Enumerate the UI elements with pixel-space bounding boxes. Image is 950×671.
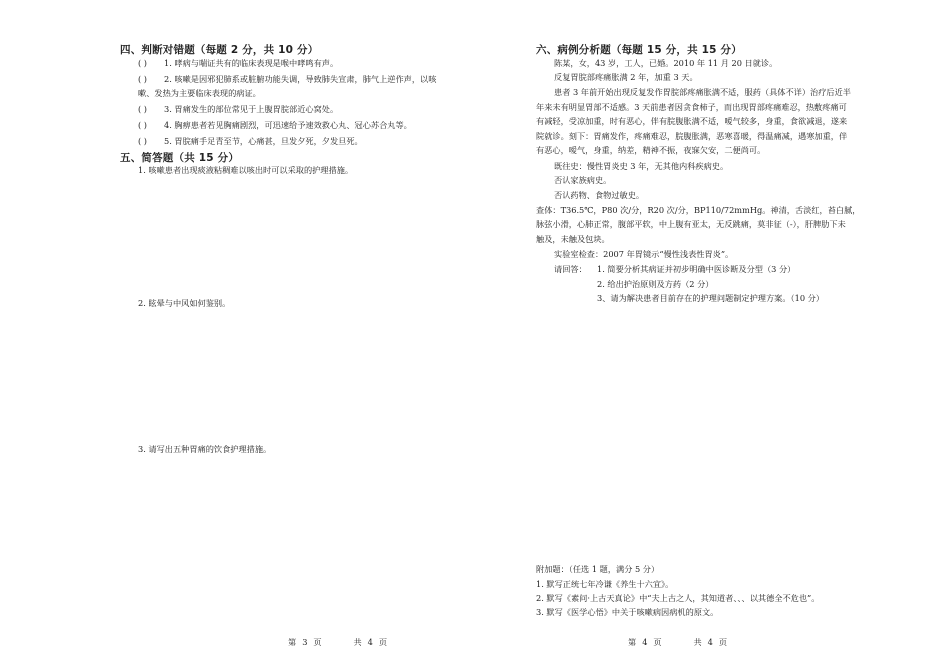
answer-blank[interactable]: ( ) (138, 74, 147, 84)
tf-item-1 (138, 58, 338, 69)
answer-blank[interactable]: ( ) (138, 58, 147, 68)
tf-item-2-cont (138, 88, 261, 99)
case-line: 患者 3 年前开始出现反复发作胃脘部疼痛胀满不适，服药（具体不详）治疗后近半 (554, 87, 851, 97)
case-line: 有恶心，嗳气，身重，纳差，精神不振，夜寐欠安，二便尚可。 (536, 145, 766, 155)
tf-item-text: 3. 胃痛发生的部位常见于上腹胃脘部近心窝处。 (164, 104, 339, 114)
case-line: 年来未有明显胃部不适感。3 天前患者因贪食柿子，而出现胃部疼痛难忍，热敷疼痛可 (536, 102, 847, 112)
case-line: 既往史：慢性胃炎史 3 年，无其他内科疾病史。 (554, 161, 729, 171)
case-line: 否认家族病史。 (554, 175, 612, 185)
case-line: 否认药物、食物过敏史。 (554, 190, 645, 200)
tf-item-text: 嗽、发热为主要临床表现的病证。 (138, 88, 261, 98)
page-4 (475, 0, 950, 671)
page-footer: 第 3 页 共 4 页 (288, 637, 388, 647)
short-answer-q1: 1. 咳嗽患者出现痰液粘稠难以咳出时可以采取的护理措施。 (138, 165, 354, 175)
section-6-title: 六、病例分析题（每题 15 分，共 15 分） (536, 44, 742, 56)
tf-item-text: 4. 胸痹患者若见胸痛剧烈，可迅速给予速效救心丸、冠心苏合丸等。 (164, 120, 412, 130)
bonus-item: 3. 默写《医学心悟》中关于咳嗽病因病机的原文。 (536, 607, 719, 617)
ask-item: 2. 给出护治原则及方药（2 分） (597, 279, 714, 289)
case-line: 查体：T36.5℃，P80 次/分，R20 次/分，BP110/72mmHg。神清，舌淡红，苔白腻， (536, 205, 861, 215)
bonus-item: 1. 默写正统七年冷谦《养生十六宜》。 (536, 579, 674, 589)
case-line: 反复胃脘部疼痛胀满 2 年，加重 3 天。 (554, 72, 698, 82)
case-line: 有减轻，受凉加重，时有恶心，伴有脘腹胀满不适，嗳气较多，身重，食欲减退，遂来 (536, 116, 848, 126)
page-footer: 第 4 页 共 4 页 (628, 637, 728, 647)
ask-item: 3、请为解决患者目前存在的护理问题制定护理方案。（10 分） (597, 293, 825, 303)
tf-item-2 (138, 74, 436, 85)
short-answer-q2: 2. 眩晕与中风如何鉴别。 (138, 298, 231, 308)
section-5-title: 五、简答题（共 15 分） (120, 152, 240, 164)
tf-item-3 (138, 104, 338, 115)
case-line: 脉弦小滑，心肺正常，腹部平软，中上腹有亚太，无反跳痛，莫非征（-），肝脾肋下未 (536, 219, 846, 229)
answer-blank[interactable]: ( ) (138, 136, 147, 146)
tf-item-text: 1. 哮病与喘证共有的临床表现是喉中哮鸣有声。 (164, 58, 339, 68)
case-line: 实验室检查：2007 年胃镜示“慢性浅表性胃炎”。 (554, 249, 734, 259)
tf-item-4 (138, 120, 412, 131)
short-answer-q3: 3. 请写出五种胃痛的饮食护理措施。 (138, 444, 272, 454)
section-4-title: 四、判断对错题（每题 2 分，共 10 分） (120, 44, 319, 56)
bonus-item: 2. 默写《素问·上古天真论》中“夫上古之人，其知道者、、、以其德全不危也”。 (536, 593, 820, 603)
tf-item-5 (138, 136, 363, 147)
tf-item-text: 5. 胃脘痛手足青至节，心痛甚，旦发夕死，夕发旦死。 (164, 136, 363, 146)
tf-item-text: 2. 咳嗽是因邪犯肺系或脏腑功能失调，导致肺失宣肃，肺气上逆作声，以咳 (164, 74, 437, 84)
case-line: 触及，未触及包块。 (536, 234, 610, 244)
ask-item: 1. 简要分析其病证并初步明确中医诊断及分型（3 分） (597, 264, 796, 274)
bonus-title: 附加题：（任选 1 题，满分 5 分） (536, 564, 660, 574)
answer-blank[interactable]: ( ) (138, 120, 147, 130)
answer-blank[interactable]: ( ) (138, 104, 147, 114)
case-line: 院就诊。刻下：胃痛发作，疼痛难忍，脘腹胀满，恶寒喜暖，得温痛减，遇寒加重，伴 (536, 131, 848, 141)
case-line: 陈某，女，43 岁，工人，已婚。2010 年 11 月 20 日就诊。 (554, 58, 778, 68)
ask-label: 请回答： (554, 264, 587, 274)
